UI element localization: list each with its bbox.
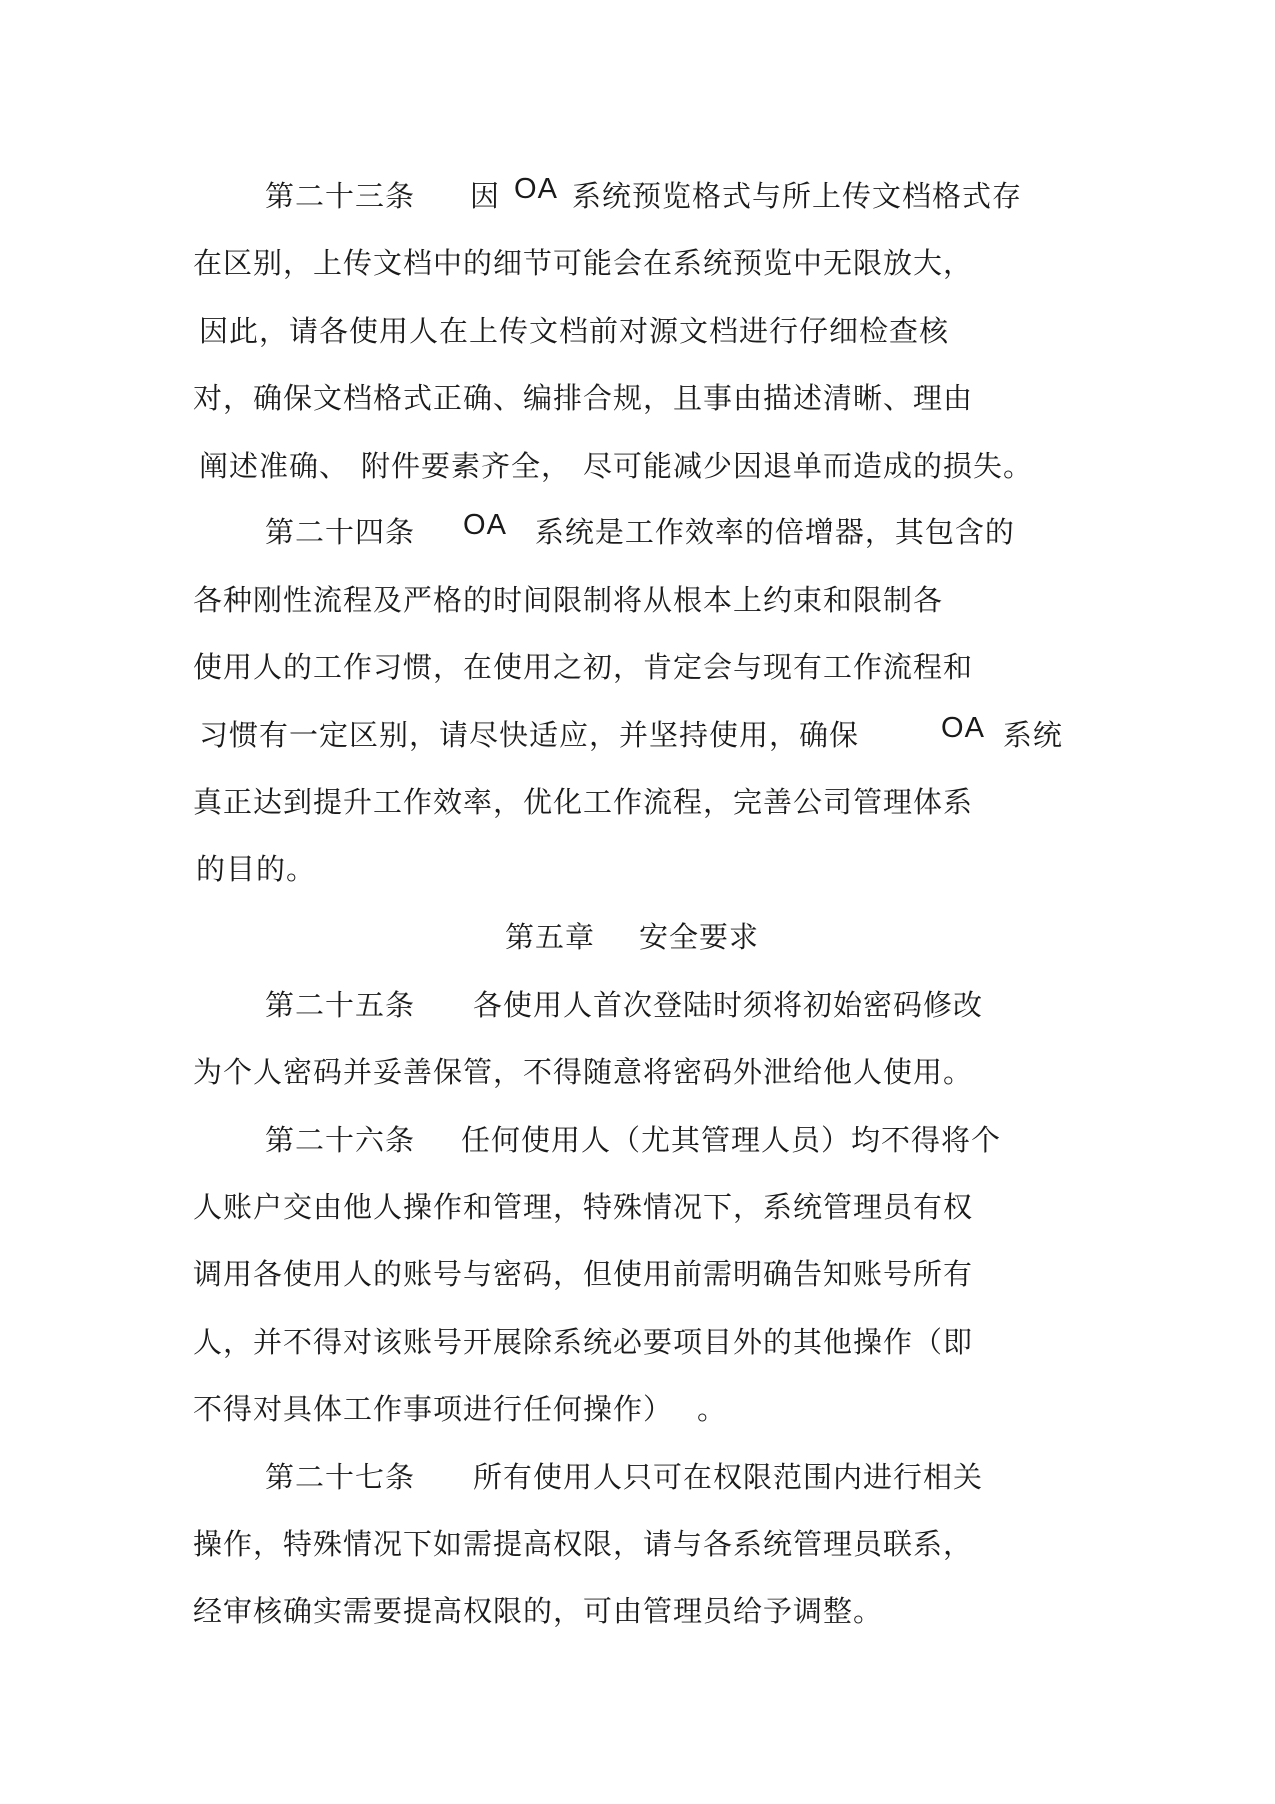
article-26-line-2: 人账户交由他人操作和管理，特殊情况下，系统管理员有权 xyxy=(193,1190,974,1224)
oa-term: OA xyxy=(514,173,558,205)
article-number: 第二十四条 xyxy=(265,515,416,549)
article-text: 系统是工作效率的倍增器，其包含的 xyxy=(534,515,1015,549)
article-number: 第二十六条 xyxy=(265,1123,416,1157)
article-23-line-4: 对，确保文档格式正确、编排合规，且事由描述清晰、理由 xyxy=(193,381,974,415)
article-26-line-3: 调用各使用人的账号与密码，但使用前需明确告知账号所有 xyxy=(193,1257,974,1291)
article-24-line-6: 的目的。 xyxy=(196,852,317,886)
article-24-line-3: 使用人的工作习惯，在使用之初，肯定会与现有工作流程和 xyxy=(193,650,974,684)
article-text: 系统预览格式与所上传文档格式存 xyxy=(571,179,1022,213)
article-24-line-1 xyxy=(265,509,1015,553)
article-27-line-2: 操作，特殊情况下如需提高权限，请与各系统管理员联系， xyxy=(193,1527,974,1561)
article-23-line-1 xyxy=(265,173,1022,217)
article-text: 阐述准确、 xyxy=(199,449,350,483)
oa-term: OA xyxy=(463,509,507,541)
article-23-line-3: 因此，请各使用人在上传文档前对源文档进行仔细检查核 xyxy=(199,314,950,348)
article-23-line-2: 在区别，上传文档中的细节可能会在系统预览中无限放大， xyxy=(193,246,974,280)
article-26-line-5 xyxy=(193,1389,727,1429)
article-26-line-1 xyxy=(265,1120,1001,1160)
article-25-line-2: 为个人密码并妥善保管，不得随意将密码外泄给他人使用。 xyxy=(193,1055,974,1089)
article-text: 。 xyxy=(697,1392,728,1426)
article-number: 第二十七条 xyxy=(265,1460,416,1494)
article-text: 所有使用人只可在权限范围内进行相关 xyxy=(473,1460,984,1494)
article-text: 附件要素齐全， xyxy=(361,449,572,483)
chapter-title: 安全要求 xyxy=(639,920,760,954)
article-text: 各使用人首次登陆时须将初始密码修改 xyxy=(473,988,984,1022)
article-number: 第二十五条 xyxy=(265,988,416,1022)
oa-term: OA xyxy=(941,712,985,744)
chapter-heading xyxy=(505,917,759,957)
article-23-line-5 xyxy=(199,446,1033,486)
chapter-number: 第五章 xyxy=(505,920,596,954)
article-26-line-4: 人，并不得对该账号开展除系统必要项目外的其他操作（即 xyxy=(193,1325,974,1359)
article-27-line-1 xyxy=(265,1457,983,1497)
article-number: 第二十三条 xyxy=(265,179,416,213)
article-text: 尽可能减少因退单而造成的损失。 xyxy=(583,449,1034,483)
article-25-line-1 xyxy=(265,985,983,1025)
article-24-line-2: 各种刚性流程及严格的时间限制将从根本上约束和限制各 xyxy=(193,583,944,617)
article-27-line-3: 经审核确实需要提高权限的，可由管理员给予调整。 xyxy=(193,1594,884,1628)
article-text: 系统 xyxy=(1002,718,1063,752)
article-24-line-5: 真正达到提升工作效率，优化工作流程，完善公司管理体系 xyxy=(193,785,974,819)
article-text: 任何使用人（尤其管理人员）均不得将个 xyxy=(461,1123,1002,1157)
article-text: 因 xyxy=(470,179,501,213)
article-text: 习惯有一定区别，请尽快适应，并坚持使用，确保 xyxy=(199,718,860,752)
article-text: 不得对具体工作事项进行任何操作） xyxy=(193,1392,674,1426)
article-24-line-4 xyxy=(199,712,1063,756)
